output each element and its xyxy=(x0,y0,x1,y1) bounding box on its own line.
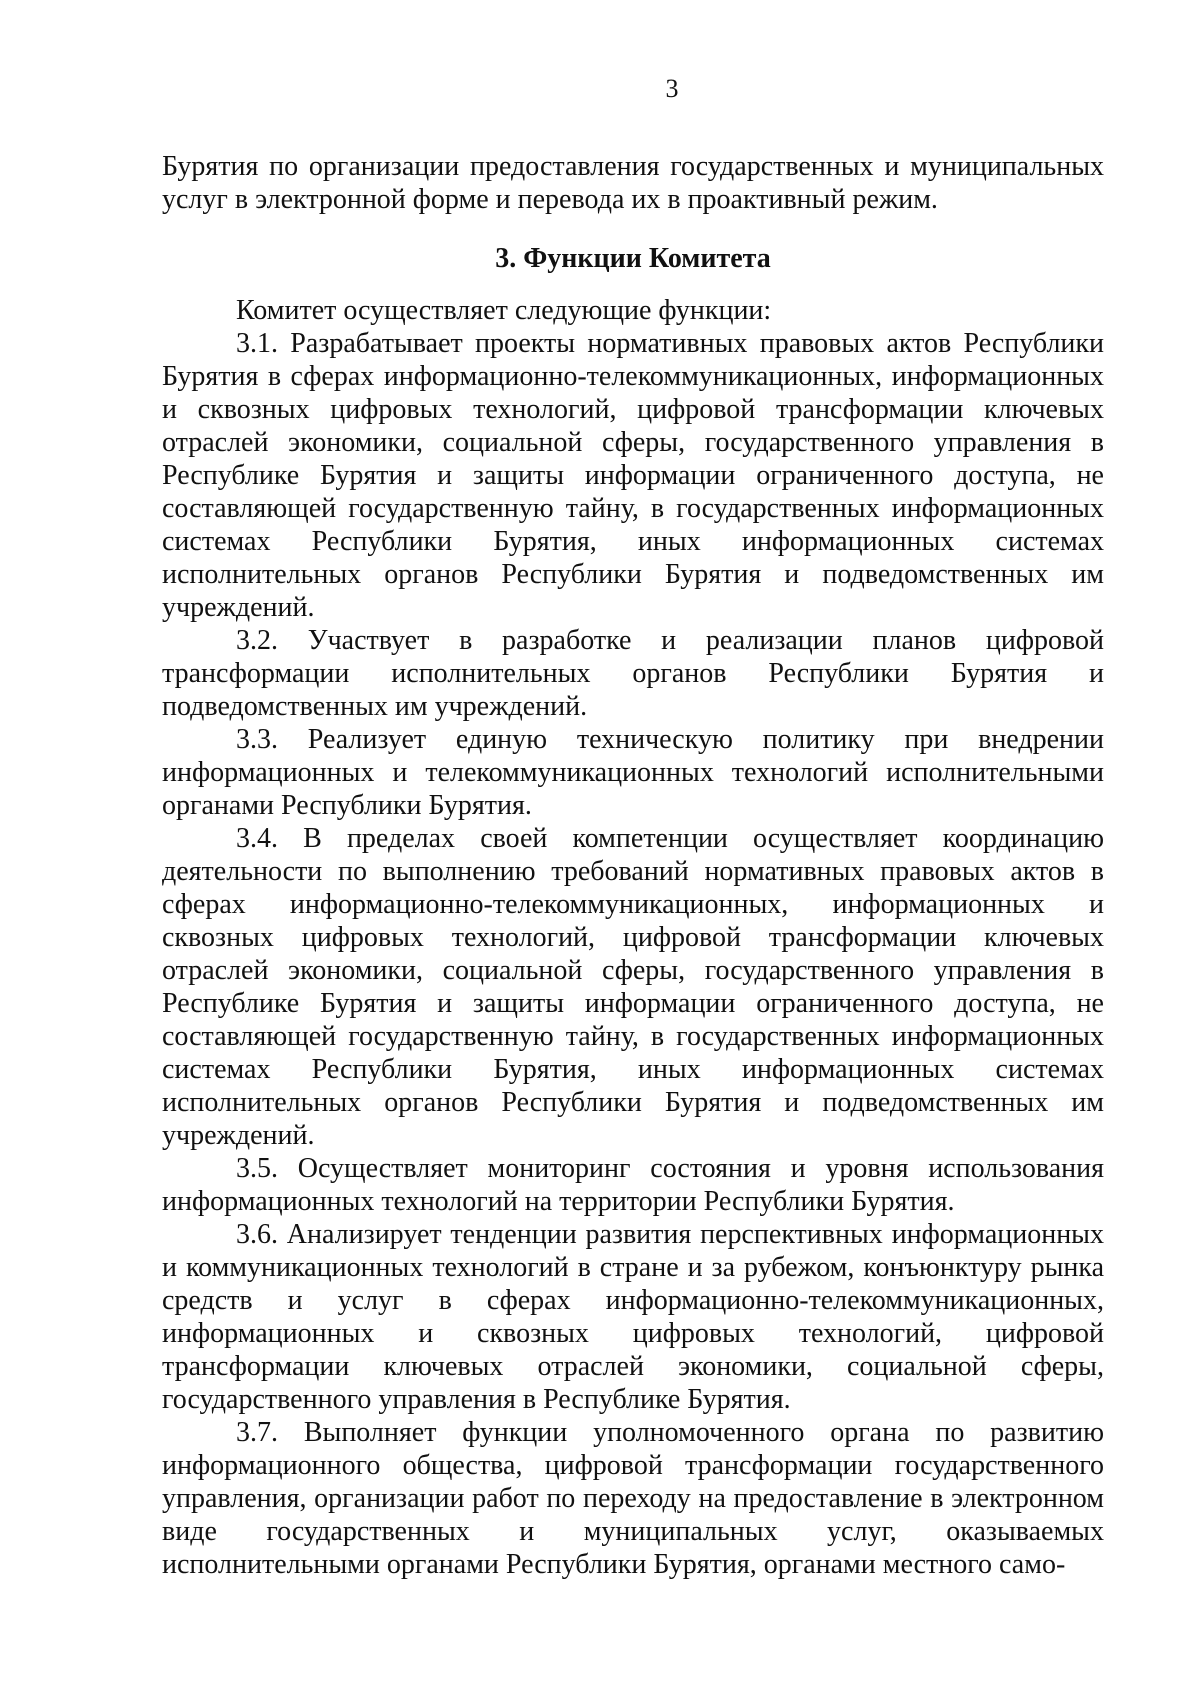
function-item-3-6: 3.6. Анализирует тенденции развития перспективных информационных и коммуникационных технологий в стране и за рубежом, конъюнктуру рынка средств и услуг в сферах информационно-телекоммуникационных, информационных и сквозных цифровых технологий, цифровой трансформации ключевых отраслей экономики, социальной сферы, государственного управления в Республике Бурятия. xyxy=(162,1219,1104,1415)
document-body xyxy=(162,150,1104,1581)
function-item-3-3: 3.3. Реализует единую техническую политику при внедрении информационных и телекоммуникационных технологий исполнительными органами Республики Бурятия. xyxy=(162,724,1104,821)
intro-continuation: Бурятия по организации предоставления государственных и муниципальных услуг в электронной форме и перевода их в проактивный режим. xyxy=(162,151,1104,215)
function-item-3-2: 3.2. Участвует в разработке и реализации планов цифровой трансформации исполнительных органов Республики Бурятия и подведомственных им учреждений. xyxy=(162,625,1104,722)
section-title: 3. Функции Комитета xyxy=(495,243,771,274)
section-lead: Комитет осуществляет следующие функции: xyxy=(236,295,772,326)
page-number: 3 xyxy=(665,74,679,103)
function-item-3-7: 3.7. Выполняет функции уполномоченного органа по развитию информационного общества, цифровой трансформации государственного управления, организации работ по переходу на предоставление в электронном виде государственных и муниципальных услуг, оказываемых исполнительными органами Республики Бурятия, органами местного само- xyxy=(162,1417,1104,1580)
function-item-3-4: 3.4. В пределах своей компетенции осуществляет координацию деятельности по выполнению требований нормативных правовых актов в сферах информационно-телекоммуникационных, информационных и сквозных цифровых технологий, цифровой трансформации ключевых отраслей экономики, социальной сферы, государственного управления в Республике Бурятия и защиты информации ограниченного доступа, не составляющей государственную тайну, в государственных информационных системах Республики Бурятия, иных информационных системах исполнительных органов Республики Бурятия и подведомственных им учреждений. xyxy=(162,823,1104,1151)
function-item-3-1: 3.1. Разрабатывает проекты нормативных правовых актов Республики Бурятия в сферах информационно-телекоммуникационных, информационных и сквозных цифровых технологий, цифровой трансформации ключевых отраслей экономики, социальной сферы, государственного управления в Республике Бурятия и защиты информации ограниченного доступа, не составляющей государственную тайну, в государственных информационных системах Республики Бурятия, иных информационных системах исполнительных органов Республики Бурятия и подведомственных им учреждений. xyxy=(162,328,1104,623)
function-item-3-5: 3.5. Осуществляет мониторинг состояния и уровня использования информационных технологий на территории Республики Бурятия. xyxy=(162,1153,1104,1217)
